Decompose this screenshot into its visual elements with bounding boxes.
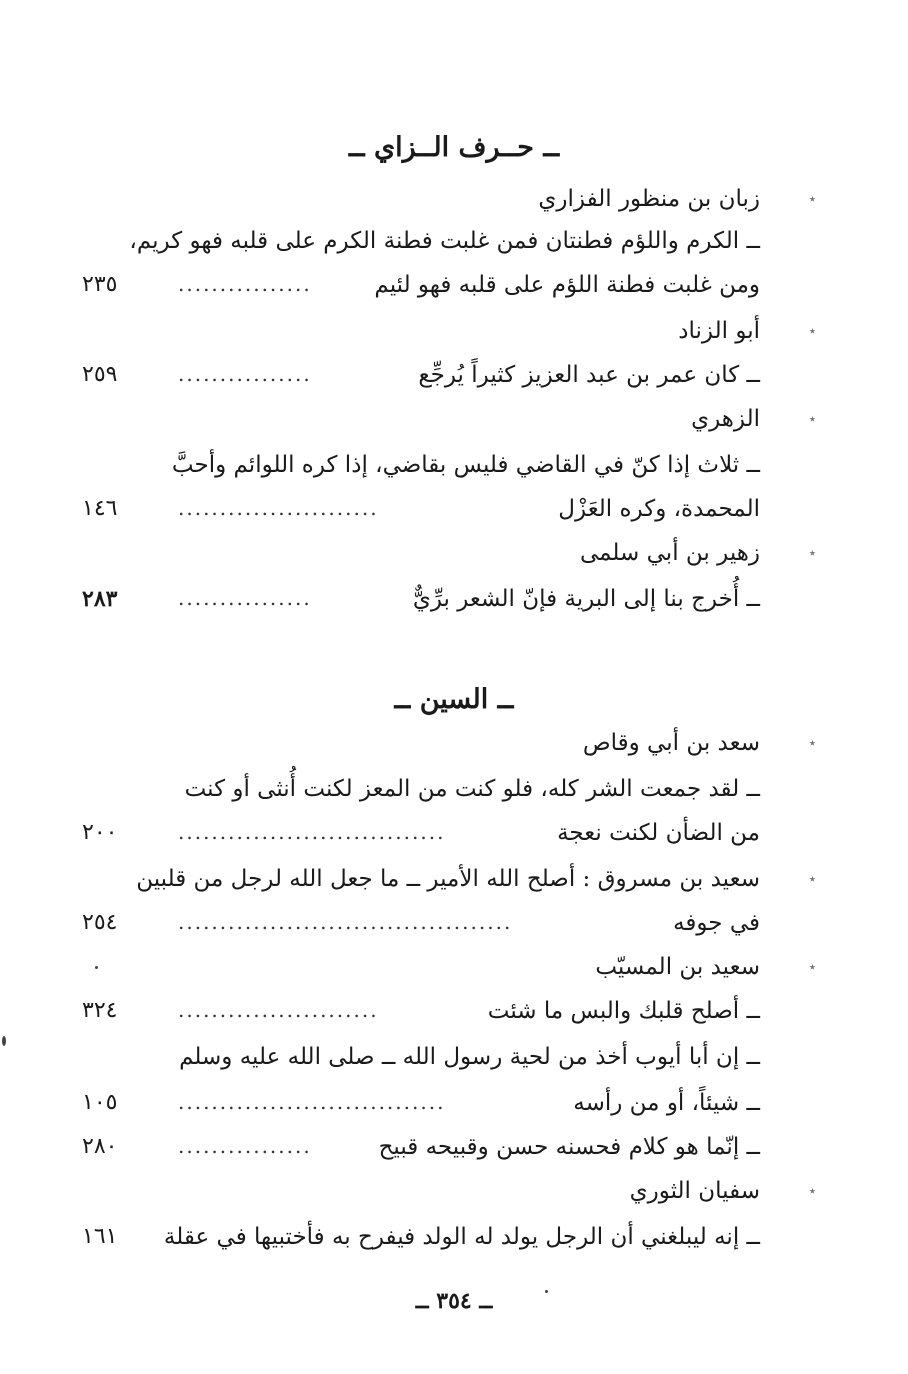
quote-text: في جوفه <box>673 910 760 936</box>
dot-leader: ................................ <box>178 1090 446 1114</box>
dot-leader: ........................ <box>178 998 379 1022</box>
quote-line <box>0 998 908 1042</box>
page-reference: ٣٢٤ <box>82 998 118 1023</box>
quote-line <box>0 362 908 406</box>
quote-text: ــ أُخرج بنا إلى البرية فإنّ الشعر برِّيٌّ <box>412 586 760 612</box>
quote-line <box>0 776 908 820</box>
section-heading-zay: ــ حــرف الــزاي ــ <box>348 132 560 163</box>
quote-line <box>0 228 908 272</box>
entry-name: سفيان الثوري <box>629 1178 760 1204</box>
dot-leader: ................ <box>178 362 312 386</box>
entry-name: زهير بن أبي سلمى <box>579 540 760 566</box>
page-reference: ١٤٦ <box>82 496 118 521</box>
dot-leader: ........................ <box>178 496 379 520</box>
quote-text: ومن غلبت فطنة اللؤم على قلبه فهو لئيم <box>374 272 760 298</box>
quote-line <box>0 586 908 630</box>
entry-row <box>0 866 908 910</box>
entry-row <box>0 318 908 362</box>
quote-text: ــ لقد جمعت الشر كله، فلو كنت من المعز لكنت أُنثى أو كنت <box>184 776 760 802</box>
entry-row <box>0 1178 908 1222</box>
entry-star-icon: ٭ <box>808 546 816 561</box>
dot-leader: ................................ <box>178 820 446 844</box>
quote-text: ــ كان عمر بن عبد العزيز كثيراً يُرجِّع <box>418 362 760 388</box>
quote-line <box>0 496 908 540</box>
dot-leader: ........................................ <box>178 910 513 934</box>
quote-line <box>0 452 908 496</box>
quote-text: من الضأن لكنت نعجة <box>557 820 760 846</box>
page-reference: ٢٨٣ <box>82 586 118 612</box>
scan-speck <box>95 966 98 969</box>
entry-star-icon: ٭ <box>808 324 816 339</box>
quote-line <box>0 1224 908 1268</box>
entry-row <box>0 186 908 230</box>
page-reference: ٢٥٤ <box>82 910 118 935</box>
entry-star-icon: ٭ <box>808 872 816 887</box>
page-reference: ٢٥٩ <box>82 362 118 387</box>
entry-star-icon: ٭ <box>808 960 816 975</box>
entry-name: سعد بن أبي وقاص <box>582 730 760 756</box>
entry-row <box>0 540 908 584</box>
entry-row <box>0 730 908 774</box>
entry-name: أبو الزناد <box>678 318 760 344</box>
quote-text: ــ الكرم واللؤم فطنتان فمن غلبت فطنة الكرم على قلبه فهو كريم، <box>129 228 760 254</box>
page-reference: ١٠٥ <box>82 1090 118 1115</box>
entry-name: الزهري <box>691 406 760 432</box>
entry-name: زبان بن منظور الفزاري <box>538 186 760 212</box>
entry-star-icon: ٭ <box>808 1184 816 1199</box>
dot-leader: ................ <box>178 272 312 296</box>
page-reference: ٢٣٥ <box>82 272 118 297</box>
entry-row <box>0 406 908 450</box>
dot-leader: ................ <box>178 586 312 610</box>
quote-text: ــ إنه ليبلغني أن الرجل يولد له الولد فيفرح به فأختبيها في عقلة <box>163 1224 760 1250</box>
quote-text: ــ شيئاً، أو من رأسه <box>573 1090 760 1116</box>
entry-star-icon: ٭ <box>808 192 816 207</box>
quote-line <box>0 1090 908 1134</box>
quote-text: ــ أصلح قلبك والبس ما شئت <box>487 998 760 1024</box>
scan-speck <box>2 1036 6 1046</box>
page-reference: ٢٨٠ <box>82 1134 118 1159</box>
section-heading-sin: ــ السين ــ <box>394 684 514 715</box>
page-reference: ١٦١ <box>82 1224 118 1249</box>
scan-speck <box>545 1290 548 1293</box>
page-number: ــ ٣٥٤ ــ <box>415 1288 493 1314</box>
quote-text: ــ إنّما هو كلام فحسنه حسن وقبيحه قبيح <box>378 1134 760 1160</box>
quote-line <box>0 272 908 316</box>
quote-line <box>0 910 908 954</box>
quote-line <box>0 1044 908 1088</box>
quote-line <box>0 820 908 864</box>
dot-leader: ................ <box>178 1134 312 1158</box>
entry-star-icon: ٭ <box>808 412 816 427</box>
entry-name: سعيد بن مسروق : أصلح الله الأمير ــ ما جعل الله لرجل من قلبين <box>136 866 760 892</box>
page-reference: ٢٠٠ <box>82 820 118 845</box>
quote-text: ــ ثلاث إذا كنّ في القاضي فليس بقاضي، إذا كره اللوائم وأحبَّ <box>171 452 760 478</box>
quote-line <box>0 1134 908 1178</box>
quote-text: المحمدة، وكره العَزْل <box>558 496 760 522</box>
entry-name: سعيد بن المسيّب <box>595 954 760 980</box>
entry-row <box>0 954 908 998</box>
quote-text: ــ إن أبا أيوب أخذ من لحية رسول الله ــ صلى الله عليه وسلم <box>179 1044 760 1070</box>
entry-star-icon: ٭ <box>808 736 816 751</box>
